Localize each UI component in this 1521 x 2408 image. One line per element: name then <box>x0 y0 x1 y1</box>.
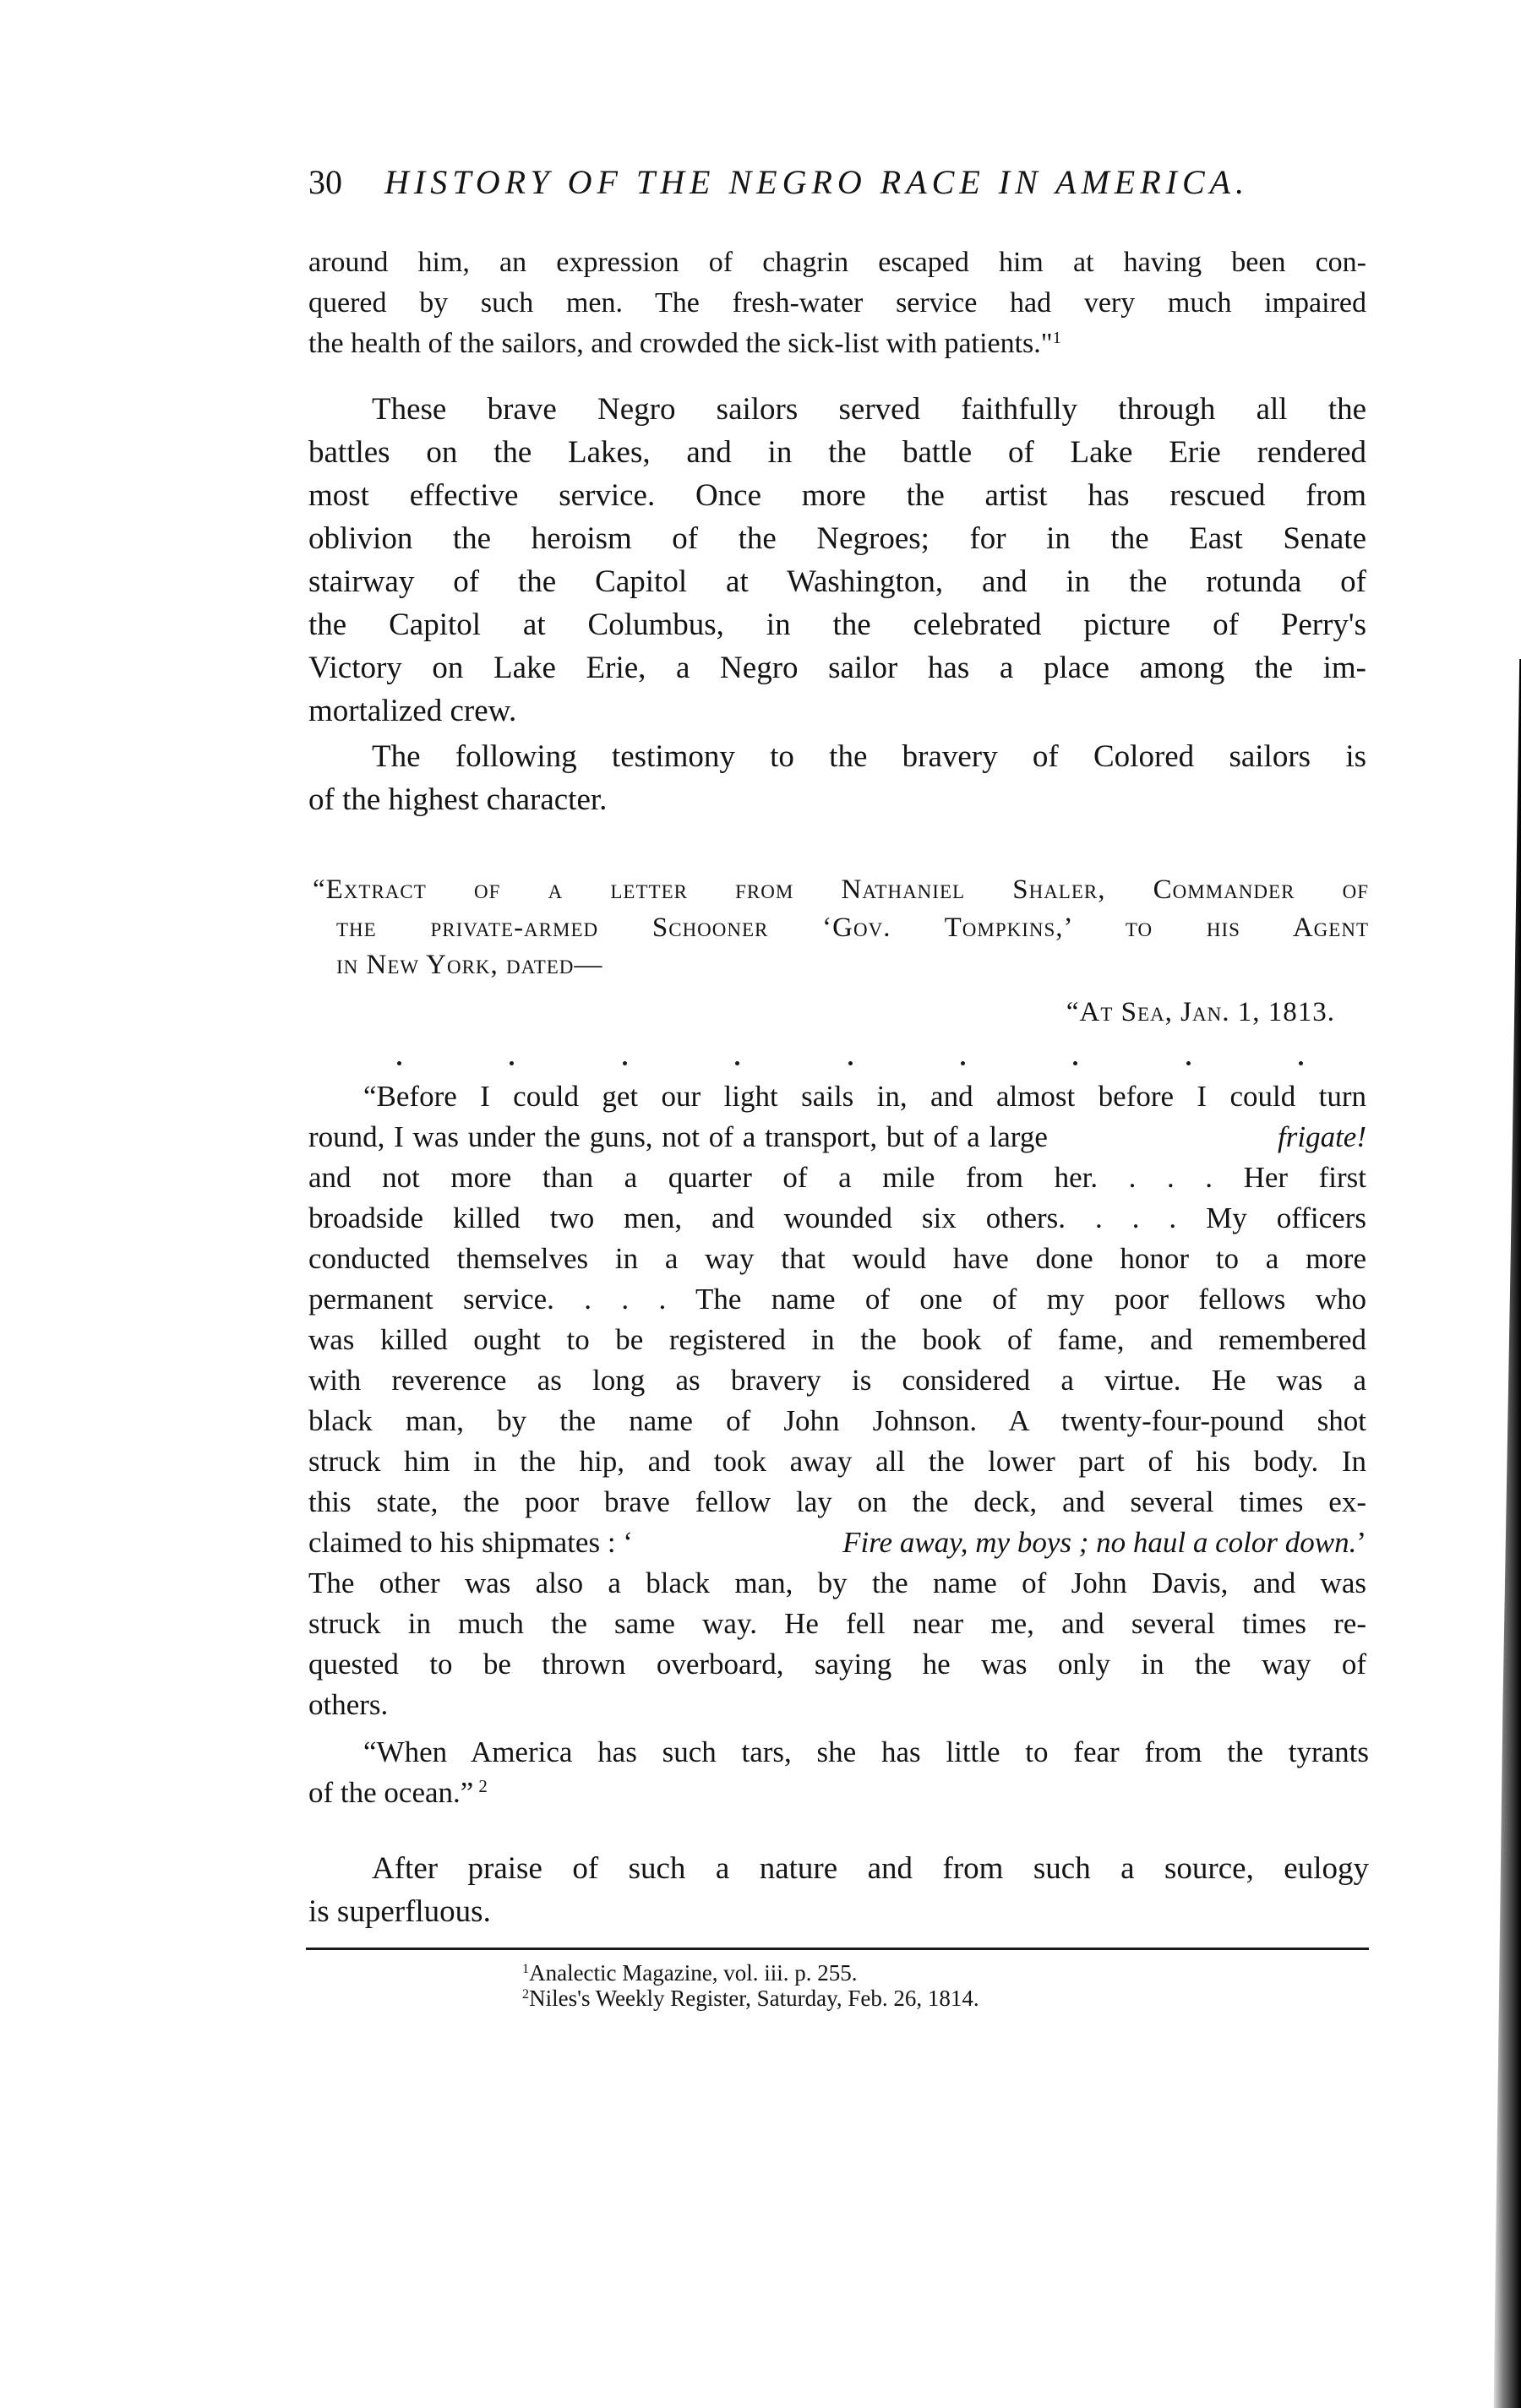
ellipsis-dot <box>397 1061 401 1065</box>
paragraph-line: most effective service. Once more the artist has rescued from <box>308 478 1366 513</box>
letter-line: conducted themselves in a way that would have done honor to a more <box>308 1242 1366 1275</box>
running-header <box>308 163 1373 201</box>
letter-line: struck him in the hip, and took away all the lower part of his body. In <box>308 1445 1366 1478</box>
footnote-ref: 2 <box>478 1776 488 1797</box>
ellipsis-dot <box>510 1061 514 1065</box>
footnote-marker: 2 <box>522 1986 530 2002</box>
ellipsis-dot <box>1299 1061 1303 1065</box>
letter-line: quested to be thrown overboard, saying he was only in the way of <box>308 1648 1366 1681</box>
footnote <box>522 1987 1283 2010</box>
paragraph-line: mortalized crew. <box>308 694 517 728</box>
letter-line: this state, the poor brave fellow lay on the deck, and several times ex- <box>308 1485 1366 1518</box>
letter-line <box>308 1122 1366 1152</box>
ellipsis-dot <box>1073 1061 1077 1065</box>
letter-line-content: of the ocean.” <box>308 1776 474 1809</box>
page-number: 30 <box>308 163 342 201</box>
letter-line-content: claimed to his shipmates : ‘ <box>308 1526 633 1559</box>
letter-line: permanent service. . . . The name of one of my poor fellows who <box>308 1283 1366 1316</box>
letter-line: struck in much the same way. He fell near me, and several times re- <box>308 1607 1366 1640</box>
emphasis-frigate: frigate! <box>1278 1120 1366 1153</box>
letter-line: black man, by the name of John Johnson. A twenty-four-pound shot <box>308 1404 1366 1437</box>
paragraph-line: After praise of such a nature and from such a source, eulogy <box>372 1851 1369 1886</box>
letter-dateline: “At Sea, Jan. 1, 1813. <box>1066 997 1335 1027</box>
paragraph-line: stairway of the Capitol at Washington, and in the rotunda of <box>308 564 1366 599</box>
footnote-ref: 1 <box>1052 328 1061 347</box>
letter-line: and not more than a quarter of a mile from her. . . . Her first <box>308 1161 1366 1194</box>
letter-line: The other was also a black man, by the name of John Davis, and was <box>308 1566 1366 1599</box>
letter-line-content: round, I was under the guns, not of a transport, but of a large <box>308 1120 1048 1153</box>
letter-heading-line: in New York, dated— <box>336 950 603 980</box>
text-line <box>308 330 1366 358</box>
text-line: quered by such men. The fresh-water service had very much impaired <box>308 287 1366 319</box>
ellipsis-dot <box>848 1061 853 1065</box>
footnote-text: Niles's Weekly Register, Saturday, Feb. 26, 1814. <box>529 1986 979 2011</box>
paragraph-line: of the highest character. <box>308 782 608 817</box>
letter-line <box>308 1778 1366 1807</box>
footnote-marker: 1 <box>522 1961 530 1977</box>
ellipsis-dot <box>1186 1061 1191 1065</box>
running-title: HISTORY OF THE NEGRO RACE IN AMERICA. <box>384 163 1250 201</box>
paragraph-line: The following testimony to the bravery of Colored sailors is <box>372 739 1366 774</box>
binding-shadow <box>1491 659 1521 2408</box>
letter-line <box>308 1528 1366 1557</box>
ellipsis-dot <box>961 1061 965 1065</box>
text-line: around him, an expression of chagrin escaped him at having been con- <box>308 247 1366 278</box>
ellipsis-dot <box>735 1061 739 1065</box>
letter-heading-line: the private-armed Schooner ‘Gov. Tompkins,’ to his Agent <box>336 913 1369 943</box>
letter-line: with reverence as long as bravery is considered a virtue. He was a <box>308 1364 1366 1397</box>
quoted-cry <box>842 1528 1366 1557</box>
closing-quote-mark: ’ <box>1356 1526 1366 1559</box>
ellipsis-dot <box>623 1061 627 1065</box>
letter-line: “Before I could get our light sails in, and almost before I could turn <box>363 1080 1366 1113</box>
paragraph-line: is superfluous. <box>308 1894 491 1929</box>
paragraph-line: These brave Negro sailors served faithfully through all the <box>372 392 1366 427</box>
paragraph-line: oblivion the heroism of the Negroes; for in the East Senate <box>308 521 1366 556</box>
emphasis-fire-away: Fire away, my boys ; no haul a color down. <box>842 1526 1357 1559</box>
footnote-text: Analectic Magazine, vol. iii. p. 255. <box>529 1960 858 1986</box>
paragraph-line: battles on the Lakes, and in the battle of Lake Erie rendered <box>308 435 1366 470</box>
text-line-content: the health of the sailors, and crowded the sick-list with patients." <box>308 328 1053 359</box>
letter-line: others. <box>308 1688 389 1721</box>
footnote <box>522 1962 1283 1985</box>
footnote-rule <box>306 1948 1369 1950</box>
paragraph-line: the Capitol at Columbus, in the celebrated picture of Perry's <box>308 607 1366 642</box>
letter-line: was killed ought to be registered in the book of fame, and remembered <box>308 1323 1366 1356</box>
letter-line: broadside killed two men, and wounded six others. . . . My officers <box>308 1201 1366 1234</box>
letter-line: “When America has such tars, she has little to fear from the tyrants <box>363 1735 1369 1768</box>
paragraph-line: Victory on Lake Erie, a Negro sailor has a place among the im- <box>308 651 1366 685</box>
letter-heading-line: “Extract of a letter from Nathaniel Shaler, Commander of <box>313 874 1369 905</box>
